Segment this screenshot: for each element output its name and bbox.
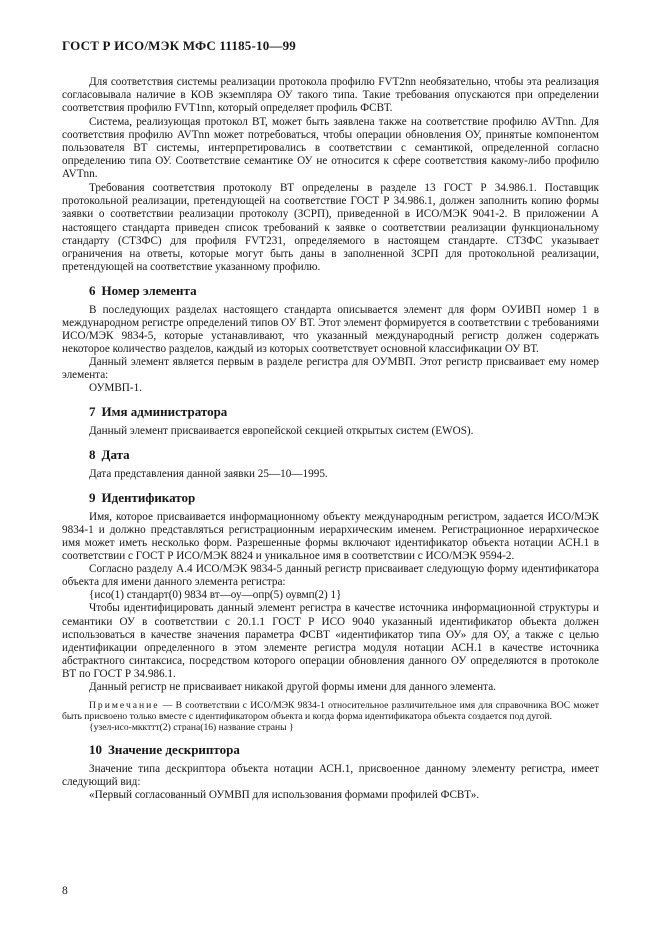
section-6-number: 6 [89, 282, 96, 298]
section-6-paragraph-1: В последующих разделах настоящего стандарта описывается элемент для форм ОУИВП номер 1 в международном регистре определений типов ОУ ВТ. Этот элемент формируется в соответствии с требованиями ИСО/МЭК 9834-5, которые устанавливают, что указанный международный регистр должен содержать некоторое количество разделов, каждый из которых соответствует основной классификации ОУ ВТ. [62, 303, 599, 355]
section-7-number: 7 [89, 404, 96, 420]
section-8-paragraph-1: Дата представления данной заявки 25—10—1995. [89, 468, 328, 481]
section-8-number: 8 [89, 447, 96, 463]
section-8-heading [62, 447, 599, 462]
section-6-element-number: ОУМВП-1. [89, 381, 142, 394]
section-6-title: Номер элемента [101, 282, 197, 298]
note-formula: {узел-исо-мккттт(2) страна(16) название страны } [89, 721, 294, 733]
section-9-heading [62, 490, 599, 505]
section-7-title: Имя администратора [101, 404, 228, 420]
section-10-title: Значение дескриптора [108, 741, 240, 757]
section-9-paragraph-2: Согласно разделу А.4 ИСО/МЭК 9834-5 данный регистр присваивает следующую форму идентификатора объекта для имени данного элемента регистра: [62, 563, 599, 589]
section-6-paragraph-2: Данный элемент является первым в разделе регистра для ОУМВП. Этот регистр присваивает ему номер элемента: [62, 355, 599, 381]
section-9-object-identifier: {исо(1) стандарт(0) 9834 вт—оу—опр(5) оувмп(2) 1} [89, 589, 342, 602]
section-7-paragraph-1: Данный элемент присваивается европейской секцией открытых систем (EWOS). [89, 425, 474, 438]
section-6-heading [62, 283, 599, 298]
section-10-heading [62, 742, 599, 757]
section-9-paragraph-3: Чтобы идентифицировать данный элемент регистра в качестве источника информационной структуры и семантики ОУ в соответствии с 20.1.1 ГОСТ Р ИСО 9040 указанный идентификатор объекта должен использоваться в качестве значения параметра ФСВТ «идентификатор типа ОУ» для ОУ, а также с целью идентификации определенного в этом элементе регистра модуля нотации АСН.1 в качестве источника абстрактного синтаксиса, посредством которого операции обновления данного ОУ определяются в протоколе ВТ по ГОСТ Р 34.986.1. [62, 602, 599, 680]
section-8-title: Дата [101, 447, 130, 463]
page-number: 8 [62, 885, 68, 897]
section-9-paragraph-4: Данный регистр не присваивает никакой другой формы имени для данного элемента. [89, 680, 496, 693]
section-9-note [62, 700, 599, 722]
section-9-paragraph-1: Имя, которое присваивается информационному объекту международным регистром, задается ИСО/МЭК 9834-1 и должно представляться регистрационным иерархическим именем. Регистрационное иерархическое имя может иметь несколько форм. Разрешенные формы включают идентификатор объекта нотации АСН.1 в соответствии с ГОСТ Р ИСО/МЭК 8824 и уникальное имя в соответствии с ИСО/МЭК 9594-2. [62, 511, 599, 563]
intro-paragraph-1: Для соответствия системы реализации протокола профилю FVT2nn необязательно, чтобы эта реализация согласовывала наличие в КОВ экземпляра ОУ такого типа. Такие требования опускаются при определении соответствия профилю FVT1nn, который определяет профиль ФСВТ. [62, 76, 599, 115]
intro-paragraph-2: Система, реализующая протокол ВТ, может быть заявлена также на соответствие профилю AVTnn. Для соответствия профилю AVTnn может потребоваться, чтобы операции обновления ОУ, принятые компонентом пользователя ВТ системы, интерпретировались в соответствии с семантикой, определенной согласно определению типа ОУ. Соответствие семантике ОУ не относится к сфере соответствия какому-либо профилю AVTnn. [62, 116, 599, 181]
section-10-number: 10 [89, 741, 102, 757]
page-body [62, 76, 599, 802]
note-text: — В соответствии с ИСО/МЭК 9834-1 относительное различительное имя для справочника ВОС может быть присвоено только вместе с идентификатором объекта и когда форма идентификатора объекта создается под дугой. [62, 699, 599, 722]
running-header: ГОСТ Р ИСО/МЭК МФС 11185-10—99 [62, 38, 297, 53]
section-7-heading [62, 404, 599, 419]
intro-paragraph-3: Требования соответствия протоколу ВТ определены в разделе 13 ГОСТ Р 34.986.1. Поставщик протокольной реализации, претендующей на соответствие ГОСТ Р 34.986.1, должен заполнить копию формы заявки о соответствии реализации протоколу (ЗСРП), приведенной в ИСО/МЭК 9041-2. В приложении А настоящего стандарта приведен список требований к заявке о соответствии реализации функциональному стандарту (СТЗФС) для профиля FVT231, определяемого в настоящем стандарте. СТЗФС указывает ограничения на ответы, которые могут быть даны в заполненной ЗСРП для протокольной реализации, претендующей на соответствие указанному профилю. [62, 182, 599, 273]
section-9-number: 9 [89, 490, 96, 506]
section-9-title: Идентификатор [101, 490, 196, 506]
section-10-paragraph-1: Значение типа дескриптора объекта нотации АСН.1, присвоенное данному элементу регистра, имеет следующий вид: [62, 762, 599, 788]
note-label: Примечание [89, 699, 160, 711]
section-10-descriptor-value: «Первый согласованный ОУМВП для использования формами профилей ФСВТ». [89, 788, 480, 801]
